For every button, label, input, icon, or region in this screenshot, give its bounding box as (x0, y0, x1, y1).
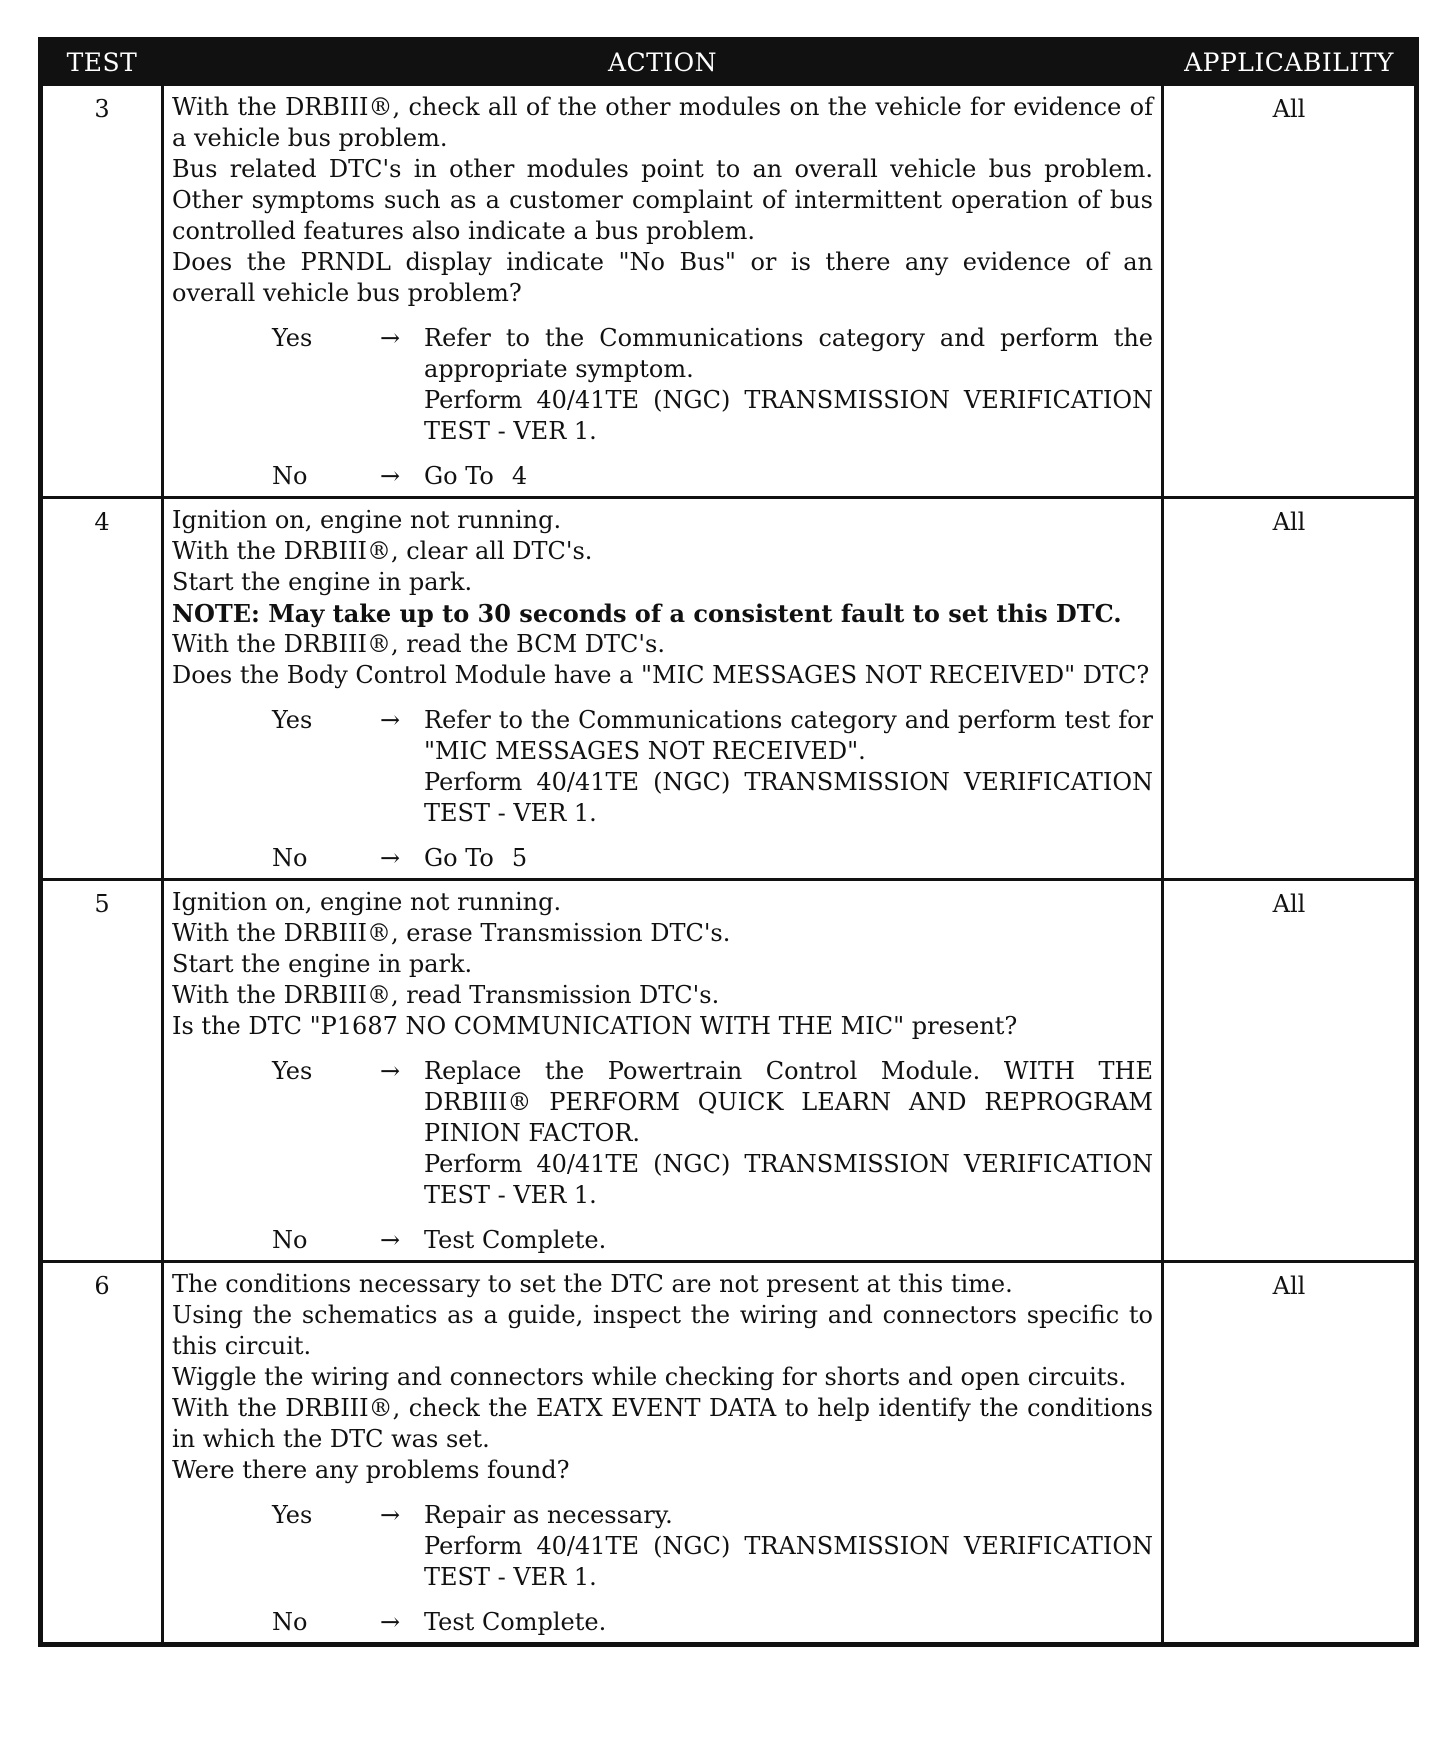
action-step: Start the engine in park. (172, 568, 473, 596)
yes-step: Perform 40/41TE (NGC) TRANSMISSION VERIFICATION TEST - VER 1. (424, 386, 1153, 445)
header-action: ACTION (163, 40, 1163, 85)
table-body (41, 85, 1417, 1645)
action-question: Does the Body Control Module have a "MIC MESSAGES NOT RECEIVED" DTC? (172, 661, 1150, 689)
test-number: 6 (41, 1262, 163, 1645)
applicability-value: All (1163, 498, 1417, 880)
yes-response (172, 1056, 1153, 1211)
yes-instructions (424, 705, 1153, 829)
action-question: Does the PRNDL display indicate "No Bus" or is there any evidence of an overall vehicle bus problem? (172, 248, 1153, 307)
action-cell (163, 498, 1163, 880)
no-label: No (272, 462, 308, 490)
action-step: Bus related DTC's in other modules point to an overall vehicle bus problem. Other symptoms such as a customer complaint of intermittent operation of bus controlled features also indicate a bus problem. (172, 155, 1153, 245)
arrow-right-icon: → (380, 1608, 401, 1636)
action-cell (163, 880, 1163, 1262)
no-instructions (424, 461, 1153, 492)
yes-label: Yes (272, 324, 313, 352)
action-cell (163, 85, 1163, 498)
goto-target: 4 (511, 462, 528, 490)
header-test: TEST (41, 40, 163, 85)
action-question: Is the DTC "P1687 NO COMMUNICATION WITH THE MIC" present? (172, 1012, 1018, 1040)
header-row (41, 40, 1417, 85)
yes-step: Perform 40/41TE (NGC) TRANSMISSION VERIFICATION TEST - VER 1. (424, 1532, 1153, 1591)
yes-step: Perform 40/41TE (NGC) TRANSMISSION VERIFICATION TEST - VER 1. (424, 768, 1153, 827)
action-step: Ignition on, engine not running. (172, 506, 562, 534)
action-step: Wiggle the wiring and connectors while checking for shorts and open circuits. (172, 1363, 1127, 1391)
test-row-6 (41, 1262, 1417, 1645)
yes-step: Replace the Powertrain Control Module. WITH THE DRBIII® PERFORM QUICK LEARN AND REPROGRAM PINION FACTOR. (424, 1057, 1153, 1147)
no-response (172, 1225, 1153, 1256)
action-question: Were there any problems found? (172, 1456, 570, 1484)
arrow-right-icon: → (380, 324, 401, 352)
test-number: 4 (41, 498, 163, 880)
arrow-right-icon: → (380, 1501, 401, 1529)
no-label: No (272, 1226, 308, 1254)
arrow-right-icon: → (380, 1226, 401, 1254)
applicability-value: All (1163, 880, 1417, 1262)
action-step: With the DRBIII®, read the BCM DTC's. (172, 630, 665, 658)
action-step: With the DRBIII®, read Transmission DTC's. (172, 981, 720, 1009)
no-response (172, 1607, 1153, 1638)
yes-response (172, 323, 1153, 447)
test-number: 3 (41, 85, 163, 498)
applicability-value: All (1163, 1262, 1417, 1645)
no-response (172, 843, 1153, 874)
yes-step: Refer to the Communications category and perform test for "MIC MESSAGES NOT RECEIVED". (424, 706, 1153, 765)
yes-response (172, 1500, 1153, 1593)
header-applicability: APPLICABILITY (1163, 40, 1417, 85)
test-number: 5 (41, 880, 163, 1262)
action-cell (163, 1262, 1163, 1645)
diagnostic-test-table (38, 37, 1419, 1647)
action-step: Ignition on, engine not running. (172, 888, 562, 916)
action-note: NOTE: May take up to 30 seconds of a consistent fault to set this DTC. (172, 599, 1122, 628)
yes-instructions (424, 1500, 1153, 1593)
arrow-right-icon: → (380, 844, 401, 872)
yes-step: Repair as necessary. (424, 1501, 673, 1529)
yes-step: Refer to the Communications category and perform the appropriate symptom. (424, 324, 1153, 383)
arrow-right-icon: → (380, 462, 401, 490)
no-instructions: Test Complete. (424, 1226, 607, 1254)
test-row-5 (41, 880, 1417, 1262)
yes-label: Yes (272, 1501, 313, 1529)
yes-instructions (424, 1056, 1153, 1211)
test-row-3 (41, 85, 1417, 498)
yes-instructions (424, 323, 1153, 447)
action-step: The conditions necessary to set the DTC are not present at this time. (172, 1270, 1013, 1298)
no-instructions (424, 843, 1153, 874)
applicability-value: All (1163, 85, 1417, 498)
action-step: With the DRBIII®, check all of the other modules on the vehicle for evidence of a vehicle bus problem. (172, 93, 1153, 152)
action-step: With the DRBIII®, erase Transmission DTC's. (172, 919, 731, 947)
arrow-right-icon: → (380, 1057, 401, 1085)
yes-response (172, 705, 1153, 829)
action-step: Start the engine in park. (172, 950, 473, 978)
yes-step: Perform 40/41TE (NGC) TRANSMISSION VERIFICATION TEST - VER 1. (424, 1150, 1153, 1209)
action-step: Using the schematics as a guide, inspect the wiring and connectors specific to this circuit. (172, 1301, 1153, 1360)
table-header (41, 40, 1417, 85)
yes-label: Yes (272, 1057, 313, 1085)
no-label: No (272, 1608, 308, 1636)
action-step: With the DRBIII®, check the EATX EVENT DATA to help identify the conditions in which the DTC was set. (172, 1394, 1153, 1453)
goto-text: Go To (424, 844, 494, 872)
arrow-right-icon: → (380, 706, 401, 734)
action-step: With the DRBIII®, clear all DTC's. (172, 537, 593, 565)
test-row-4 (41, 498, 1417, 880)
yes-label: Yes (272, 706, 313, 734)
no-label: No (272, 844, 308, 872)
goto-target: 5 (511, 844, 528, 872)
no-response (172, 461, 1153, 492)
goto-text: Go To (424, 462, 494, 490)
no-instructions: Test Complete. (424, 1608, 607, 1636)
